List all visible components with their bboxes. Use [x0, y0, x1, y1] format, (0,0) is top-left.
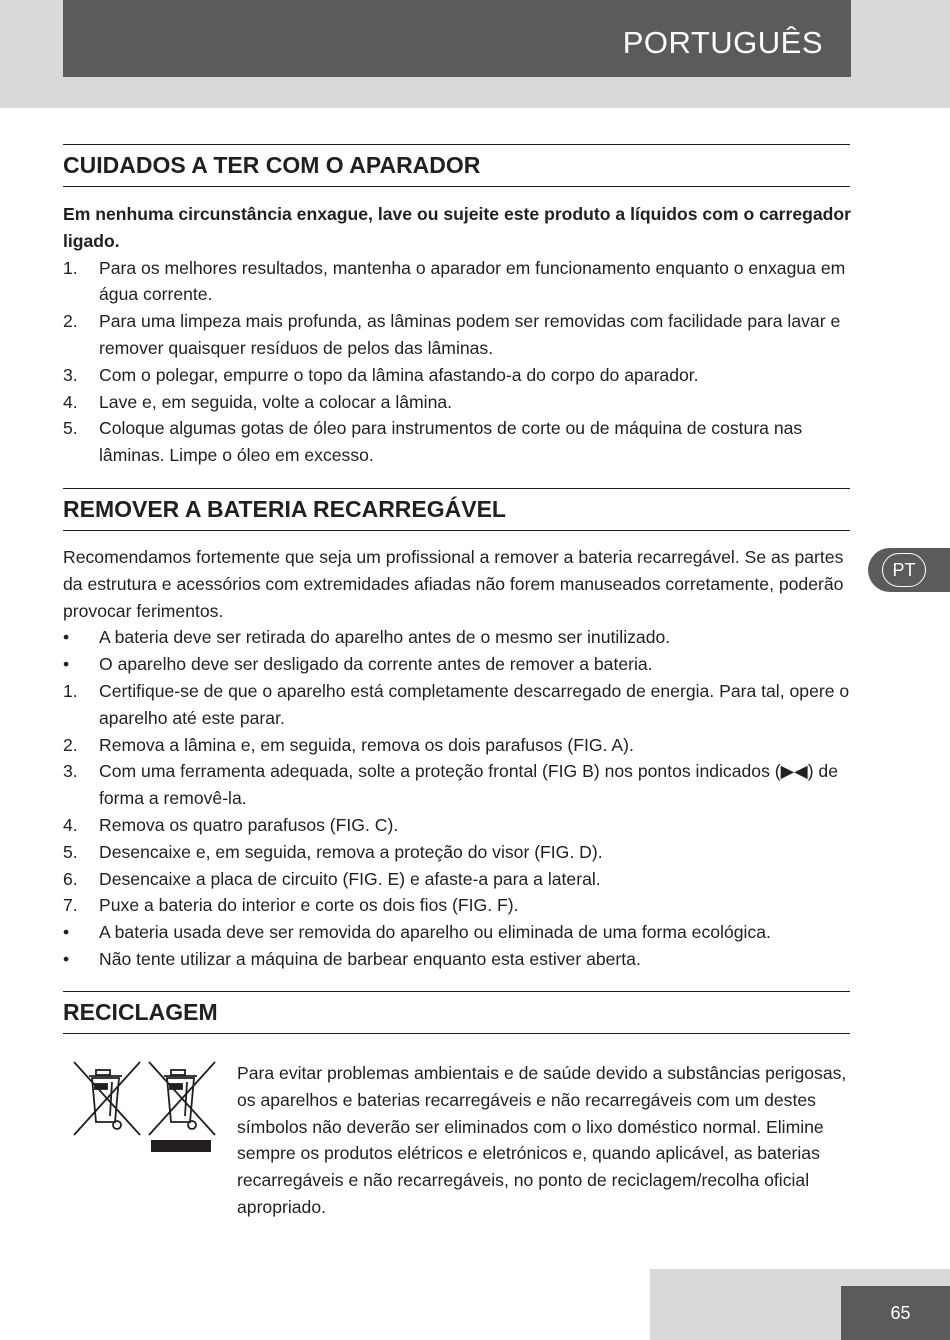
list-marker: 3.: [63, 364, 78, 385]
list-item-text: A bateria deve ser retirada do aparelho antes de o mesmo ser inutilizado.: [99, 627, 671, 648]
weee-symbols: [72, 1060, 217, 1155]
list-item-text: Remova a lâmina e, em seguida, remova os dois parafusos (FIG. A).: [99, 734, 634, 755]
list-item: [63, 946, 853, 973]
list-marker: 1.: [63, 680, 78, 701]
section-body-bateria: [63, 544, 853, 973]
language-badge-label: PT: [892, 559, 916, 580]
list-item: [63, 758, 853, 812]
list-item-text: O aparelho deve ser desligado da corrente antes de remover a bateria.: [99, 654, 653, 675]
list-item: [63, 839, 853, 866]
list-item: [63, 678, 853, 732]
list-item-text: Desencaixe a placa de circuito (FIG. E) e afaste-a para a lateral.: [99, 868, 601, 889]
list-marker: •: [63, 654, 70, 675]
list-marker: 6.: [63, 868, 78, 889]
list-item: [63, 308, 853, 362]
crossed-bin-bar-icon: [149, 1062, 215, 1152]
section-body-cuidados: [63, 201, 853, 469]
list-item-text: Remova os quatro parafusos (FIG. C).: [99, 814, 399, 835]
list-item-text: Com uma ferramenta adequada, solte a proteção frontal (FIG B) nos pontos indicados (▶◀) de forma a removê-la.: [99, 761, 839, 809]
list-marker: 2.: [63, 311, 78, 332]
care-steps-list: [63, 255, 853, 469]
list-item-text: Para os melhores resultados, mantenha o aparador em funcionamento enquanto o enxagua em água corrente.: [99, 257, 846, 305]
language-title: PORTUGUÊS: [622, 24, 823, 60]
list-item-text: A bateria usada deve ser removida do aparelho ou eliminada de uma forma ecológica.: [99, 922, 771, 943]
list-item: [63, 389, 853, 416]
list-item-text: Não tente utilizar a máquina de barbear enquanto esta estiver aberta.: [99, 948, 641, 969]
warning-text: Em nenhuma circunstância enxague, lave ou sujeite este produto a líquidos com o carregador ligado.: [63, 204, 852, 251]
list-item: [63, 866, 853, 893]
list-item: [63, 362, 853, 389]
list-item-text: Desencaixe e, em seguida, remova a proteção do visor (FIG. D).: [99, 841, 603, 862]
list-marker: •: [63, 627, 70, 648]
section-title: RECICLAGEM: [63, 999, 218, 1025]
list-marker: 4.: [63, 391, 78, 412]
language-header: [63, 0, 851, 77]
section-heading-cuidados: [63, 144, 850, 187]
list-marker: 1.: [63, 257, 78, 278]
list-marker: •: [63, 948, 70, 969]
list-item-text: Lave e, em seguida, volte a colocar a lâmina.: [99, 391, 453, 412]
list-item: [63, 651, 853, 678]
page-number-box: [841, 1286, 950, 1340]
recycling-paragraph: Para evitar problemas ambientais e de saúde devido a substâncias perigosas, os aparelhos e baterias recarregáveis e não recarregáveis com um destes símbolos não deverão ser eliminados com o lixo doméstico normal. Elimine sempre os produtos elétricos e eletrónicos e, quando aplicável, as baterias recarregáveis e não recarregáveis, no ponto de reciclagem/recolha oficial apropriado.: [237, 1063, 847, 1217]
list-marker: 7.: [63, 895, 78, 916]
crossed-bin-icon: [74, 1062, 140, 1135]
list-item: [63, 415, 853, 469]
list-marker: 2.: [63, 734, 78, 755]
language-badge: [882, 553, 926, 587]
list-marker: •: [63, 922, 70, 943]
list-item: [63, 812, 853, 839]
page-number: 65: [890, 1302, 911, 1323]
section-title: CUIDADOS A TER COM O APARADOR: [63, 152, 481, 178]
list-marker: 5.: [63, 418, 78, 439]
list-marker: 4.: [63, 814, 78, 835]
list-item-text: Com o polegar, empurre o topo da lâmina afastando-a do corpo do aparador.: [99, 364, 699, 385]
list-item: [63, 732, 853, 759]
list-item-text: Para uma limpeza mais profunda, as lâminas podem ser removidas com facilidade para lavar e remover quaisquer resíduos de pelos das lâminas.: [99, 311, 841, 358]
battery-steps-list: [63, 624, 853, 972]
section-title: REMOVER A BATERIA RECARREGÁVEL: [63, 496, 506, 522]
list-item-text: Certifique-se de que o aparelho está completamente descarregado de energia. Para tal, opere o aparelho até este parar.: [99, 680, 850, 728]
section-heading-reciclagem: [63, 991, 850, 1034]
list-item-text: Puxe a bateria do interior e corte os dois fios (FIG. F).: [99, 895, 519, 916]
list-marker: 5.: [63, 841, 78, 862]
list-item: [63, 255, 853, 309]
list-item: [63, 892, 853, 919]
list-item: [63, 919, 853, 946]
list-item: [63, 624, 853, 651]
list-item-text: Coloque algumas gotas de óleo para instrumentos de corte ou de máquina de costura nas lâminas. Limpe o óleo em excesso.: [99, 418, 803, 466]
section-heading-bateria: [63, 488, 850, 531]
intro-paragraph: Recomendamos fortemente que seja um profissional a remover a bateria recarregável. Se as partes da estrutura e acessórios com extremidades afiadas não forem manuseados corretamente, poderão provocar ferimentos.: [63, 547, 844, 621]
list-marker: 3.: [63, 761, 78, 782]
